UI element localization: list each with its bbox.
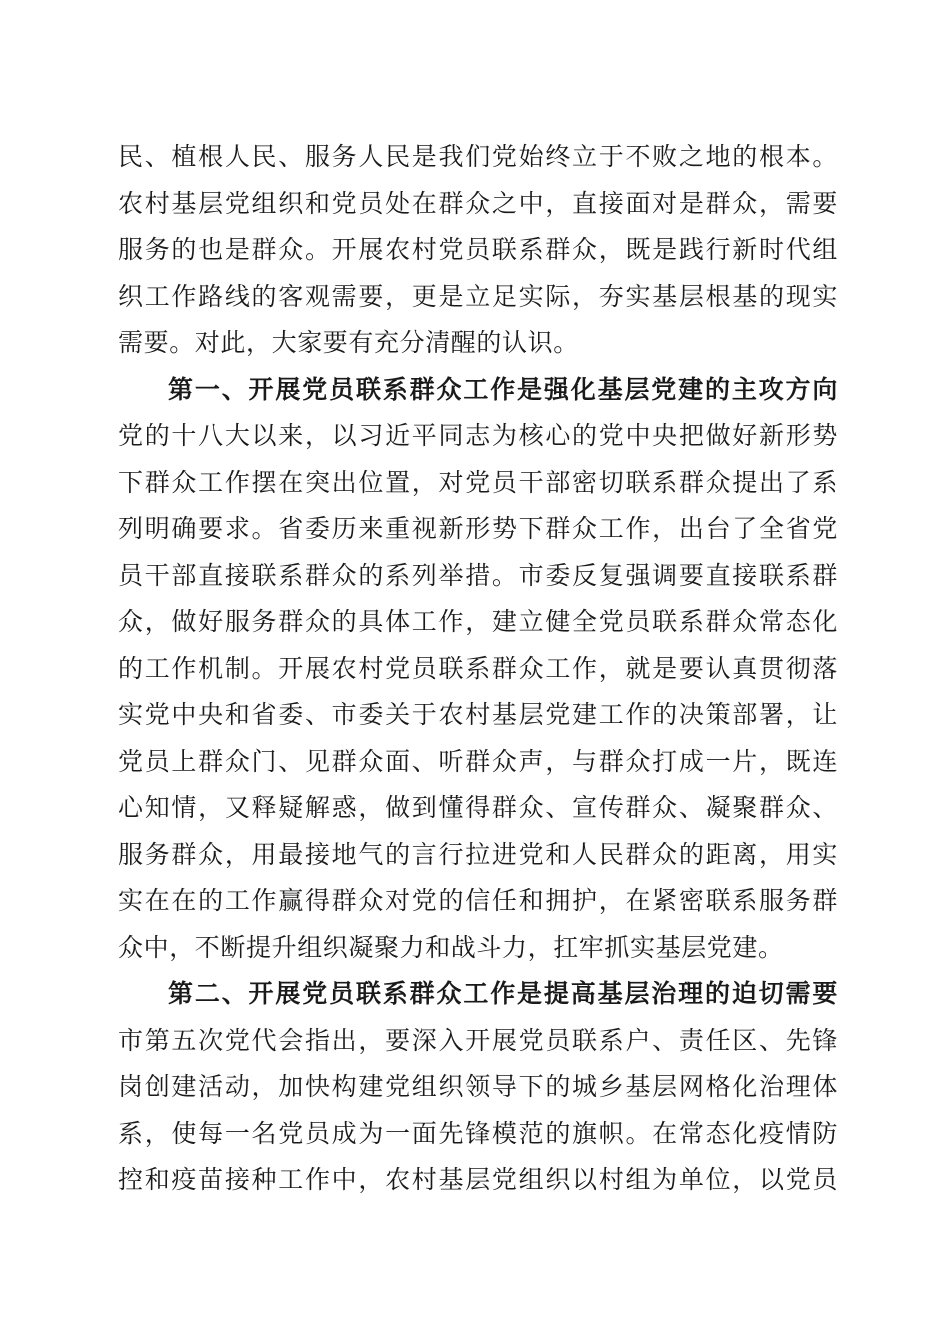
text-line: 党的十八大以来，以习近平同志为核心的党中央把做好新形势 <box>118 421 838 450</box>
text-line: 需要。对此，大家要有充分清醒的认识。 <box>118 328 579 357</box>
text-line: 服务的也是群众。开展农村党员联系群众，既是践行新时代组 <box>118 235 838 264</box>
paragraph-first-point <box>118 367 838 972</box>
section-heading-first: 第一、开展党员联系群众工作是强化基层党建的主攻方向 <box>168 374 838 404</box>
text-line: 实在在的工作赢得群众对党的信任和拥护，在紧密联系服务群 <box>118 886 838 915</box>
text-line: 岗创建活动，加快构建党组织领导下的城乡基层网格化治理体 <box>118 1072 838 1101</box>
text-line: 列明确要求。省委历来重视新形势下群众工作，出台了全省党 <box>118 514 838 543</box>
section-heading-second: 第二、开展党员联系群众工作是提高基层治理的迫切需要 <box>168 979 838 1008</box>
text-line: 服务群众，用最接地气的言行拉进党和人民群众的距离，用实 <box>118 839 838 869</box>
text-line: 实党中央和省委、市委关于农村基层党建工作的决策部署，让 <box>118 700 838 729</box>
text-line: 党员上群众门、见群众面、听群众声，与群众打成一片，既连 <box>118 746 838 776</box>
paragraph-second-point <box>118 971 838 1204</box>
text-line: 众，做好服务群众的具体工作，建立健全党员联系群众常态化 <box>118 607 838 636</box>
text-line: 控和疫苗接种工作中，农村基层党组织以村组为单位，以党员 <box>118 1165 838 1194</box>
text-line: 织工作路线的客观需要，更是立足实际，夯实基层根基的现实 <box>118 281 838 311</box>
text-line: 系，使每一名党员成为一面先锋模范的旗帜。在常态化疫情防 <box>118 1118 838 1148</box>
text-line: 农村基层党组织和党员处在群众之中，直接面对是群众，需要 <box>118 188 838 218</box>
text-line: 员干部直接联系群众的系列举措。市委反复强调要直接联系群 <box>118 560 838 590</box>
text-line: 众中，不断提升组织凝聚力和战斗力，扛牢抓实基层党建。 <box>118 932 784 962</box>
text-line: 市第五次党代会指出，要深入开展党员联系户、责任区、先锋 <box>118 1025 838 1055</box>
paragraph-intro <box>118 134 838 367</box>
text-line: 下群众工作摆在突出位置，对党员干部密切联系群众提出了系 <box>118 467 838 497</box>
document-body <box>118 134 838 1204</box>
text-line: 民、植根人民、服务人民是我们党始终立于不败之地的根本。 <box>118 142 838 171</box>
text-line: 的工作机制。开展农村党员联系群众工作，就是要认真贯彻落 <box>118 653 838 683</box>
text-line: 心知情，又释疑解惑，做到懂得群众、宣传群众、凝聚群众、 <box>118 793 838 822</box>
